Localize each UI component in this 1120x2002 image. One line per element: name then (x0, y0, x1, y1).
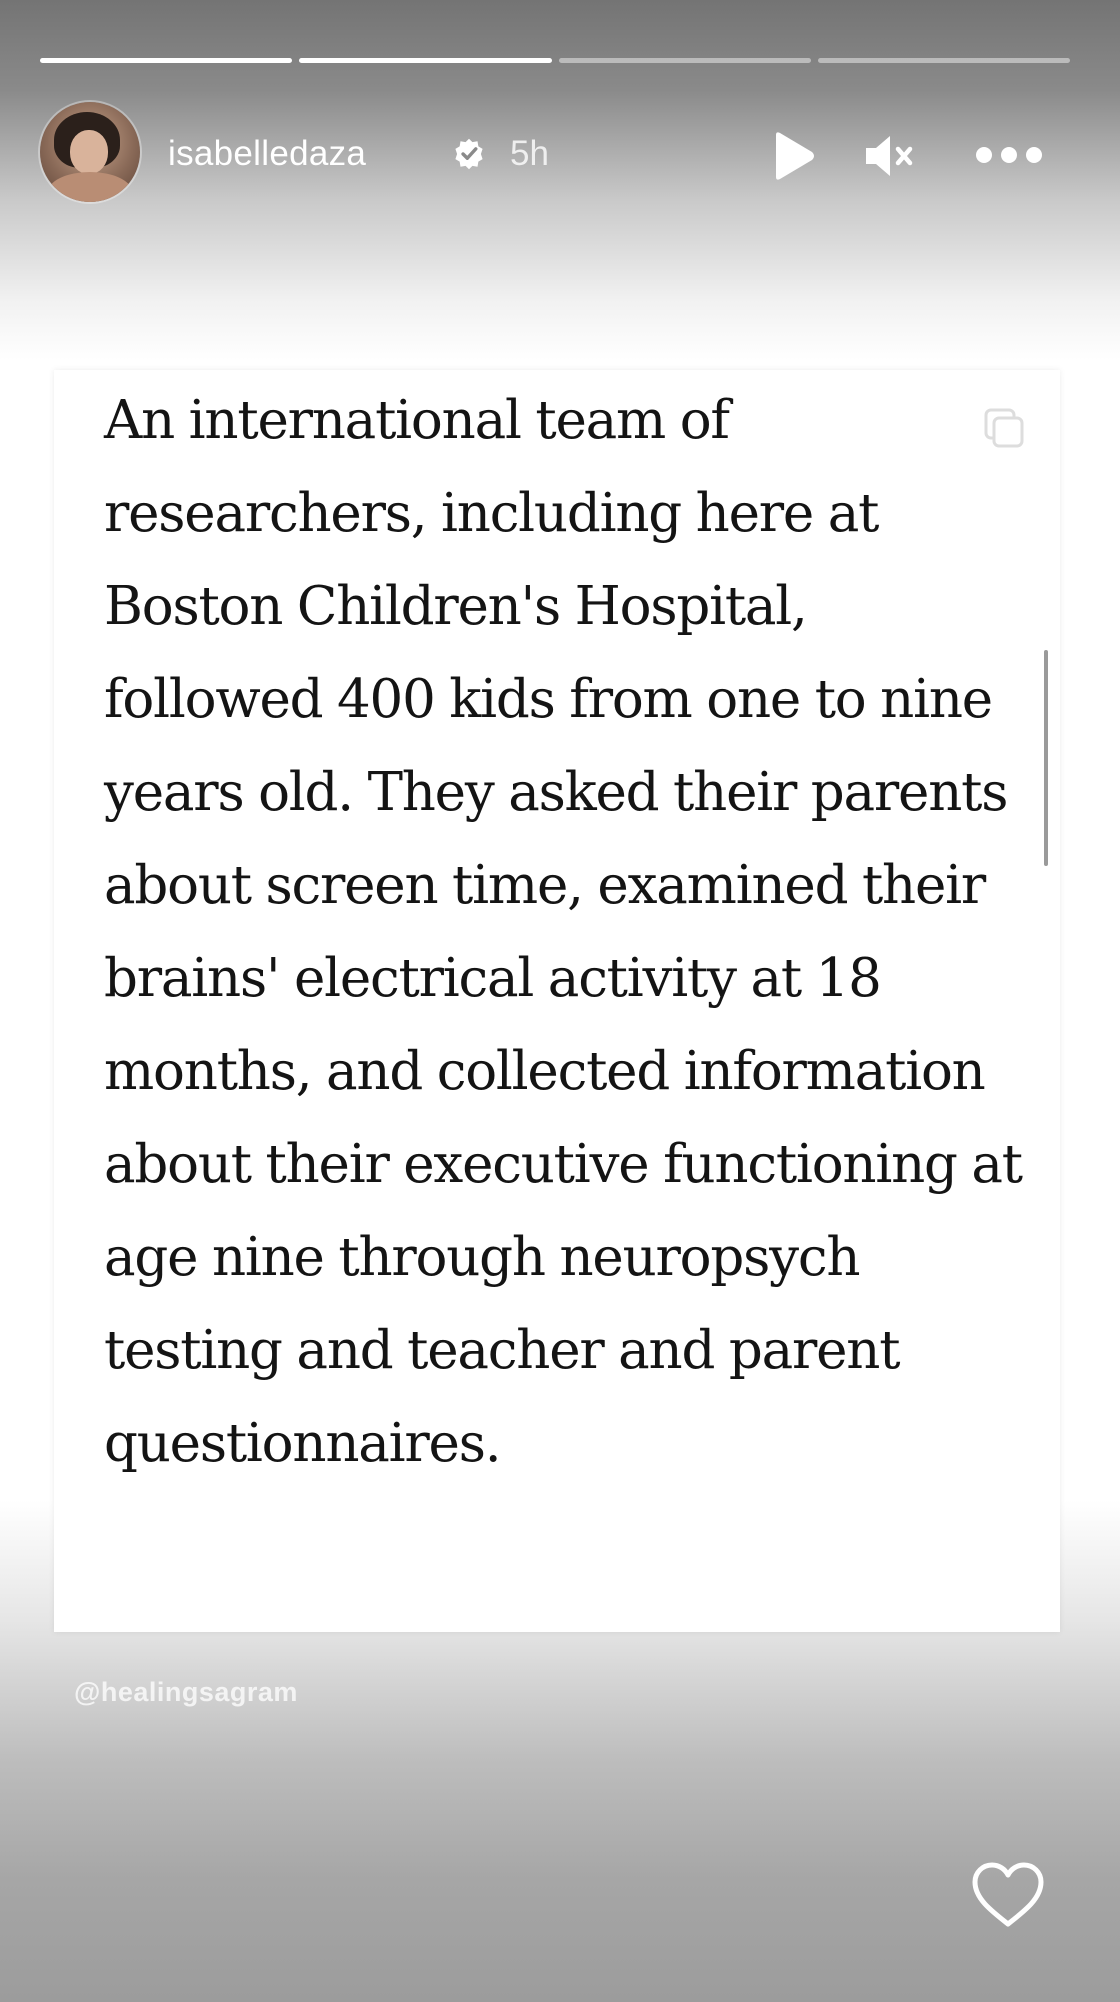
progress-segment-3 (559, 58, 811, 63)
story-header (40, 98, 1080, 208)
copy-icon[interactable] (982, 406, 1026, 450)
verified-badge-icon (452, 137, 486, 171)
avatar[interactable] (40, 102, 140, 202)
article-card (54, 370, 1060, 1632)
progress-segment-4 (818, 58, 1070, 63)
post-time: 5h (510, 134, 549, 173)
source-handle: @healingsagram (74, 1677, 298, 1707)
progress-segment-2 (299, 58, 551, 63)
article-text: An international team of researchers, including here at Boston Children's Hospital, followed 400 kids from one to nine years old. They asked their parents about screen time, examined their brains' electrical activity at 18 months, and collected information about their executive functioning at age nine through neuropsych testing and teacher and parent questionnaires. (104, 390, 1022, 1474)
scrollbar[interactable] (1044, 650, 1048, 866)
speaker-muted-icon[interactable] (862, 132, 914, 180)
story-progress-bar (40, 58, 1070, 64)
heart-outline-icon[interactable] (970, 1860, 1046, 1930)
username[interactable]: isabelledaza (168, 134, 367, 173)
more-options-icon[interactable] (974, 144, 1044, 166)
play-icon[interactable] (768, 130, 818, 182)
progress-segment-1 (40, 58, 292, 63)
